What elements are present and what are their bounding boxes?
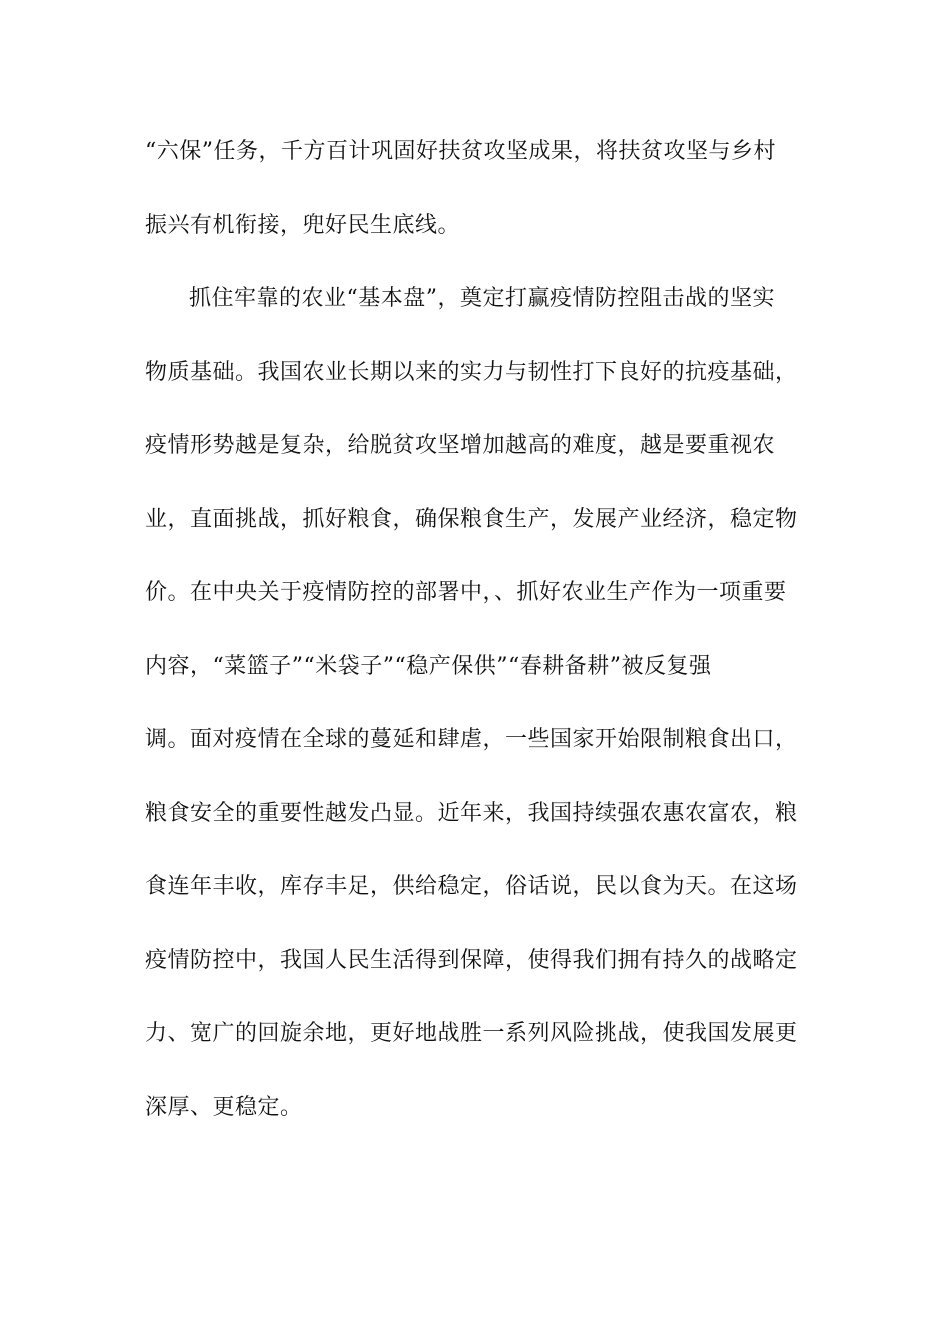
text-line: 疫情形势越是复杂，给脱贫攻坚增加越高的难度，越是要重视农 [145, 433, 776, 458]
text-line: 振兴有机衔接，兜好民生底线。 [145, 212, 461, 238]
text-line: 业，直面挑战，抓好粮食，确保粮食生产，发展产业经济，稳定物 [145, 506, 798, 532]
text-line: 物质基础。我国农业长期以来的实力与韧性打下良好的抗疫基础， [145, 359, 798, 385]
text-line: 调。面对疫情在全球的蔓延和肆虐，一些国家开始限制粮食出口， [145, 727, 798, 752]
text-line: 疫情防控中，我国人民生活得到保障，使得我们拥有持久的战略定 [145, 947, 798, 973]
text-line: “六保”任务，千方百计巩固好扶贫攻坚成果，将扶贫攻坚与乡村 [145, 139, 776, 164]
text-line: 价。在中央关于疫情防控的部署中，、抓好农业生产作为一项重要 [145, 580, 787, 605]
text-line: 内容，“菜篮子”“米袋子”“稳产保供”“春耕备耕”被反复强 [145, 653, 712, 679]
text-line: 食连年丰收，库存丰足，供给稳定，俗话说，民以食为天。在这场 [145, 874, 798, 899]
text-line: 粮食安全的重要性越发凸显。近年来，我国持续强农惠农富农，粮 [145, 800, 798, 826]
text-line: 抓住牢靠的农业“基本盘”，奠定打赢疫情防控阻击战的坚实 [189, 286, 775, 311]
body-text [145, 115, 805, 1144]
text-line: 力、宽广的回旋余地，更好地战胜一系列风险挑战，使我国发展更 [145, 1021, 798, 1046]
text-line: 深厚、更稳定。 [145, 1094, 303, 1120]
